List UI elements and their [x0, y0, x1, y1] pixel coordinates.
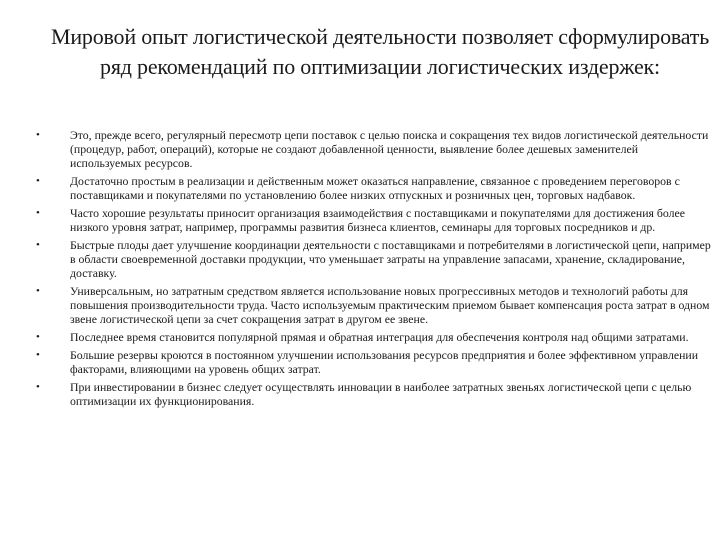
bullet-item: [36, 128, 712, 171]
bullet-dot-icon: •: [36, 129, 40, 141]
bullet-text: Большие резервы кроются в постоянном улучшении использования ресурсов предприятия и более эффективном управлении факторами, влияющими на уровень общих затрат.: [70, 347, 699, 377]
bullet-text: Часто хорошие результаты приносит организация взаимодействия с поставщиками и покупателями для достижения более низкого уровня затрат, например, программы развития бизнеса клиентов, семинары для торговых посредников и др.: [70, 206, 686, 235]
bullet-item: [36, 330, 712, 344]
bullet-dot-icon: •: [36, 238, 40, 251]
bullet-dot-icon: •: [36, 285, 40, 298]
bullet-dot-icon: •: [36, 175, 40, 188]
bullet-text: При инвестировании в бизнес следует осуществлять инновации в наиболее затратных звеньях логистической цепи с целью оптимизации их функционирования.: [70, 379, 692, 408]
slide-title: Мировой опыт логистической деятельности позволяет сформулировать ряд рекомендаций по оптимизации логистических издержек:: [50, 24, 710, 79]
bullet-text: Достаточно простым в реализации и действенным может оказаться направление, связанное с проведением переговоров с поставщиками и покупателями по установлению более низких отпускных и розничных цен, торговых надбавок.: [70, 174, 680, 203]
bullet-item: [36, 238, 712, 281]
bullet-text: Универсальным, но затратным средством является использование новых прогрессивных методов и технологий работы для повышения производительности труда. Часто используемым практическим приемом бывает компенсация роста затрат в одном звене логистической цепи за счет сокращения затрат в другом ее звене.: [70, 284, 710, 327]
bullet-dot-icon: •: [36, 331, 40, 344]
bullet-dot-icon: •: [36, 207, 40, 220]
bullet-item: [36, 206, 712, 234]
bullet-list: [36, 128, 712, 412]
bullet-item: [36, 284, 712, 327]
bullet-text: Последнее время становится популярной прямая и обратная интеграция для обеспечения контроля над общими затратами.: [70, 330, 689, 345]
bullet-text: Быстрые плоды дает улучшение координации деятельности с поставщиками и потребителями в логистической цепи, например в области своевременной доставки продукции, что уменьшает затраты на управление запасами, хранение, складирование, доставку.: [70, 237, 711, 281]
bullet-item: [36, 348, 712, 376]
bullet-item: [36, 380, 712, 408]
bullet-dot-icon: •: [36, 348, 40, 361]
bullet-item: [36, 174, 712, 202]
bullet-text: Это, прежде всего, регулярный пересмотр цепи поставок с целью поиска и сокращения тех видов логистической деятельности (процедур, работ, операций), которые не создают добавленной ценности, выявление более дешевых заменителей используемых ресурсов.: [70, 128, 709, 171]
bullet-dot-icon: •: [36, 380, 40, 393]
